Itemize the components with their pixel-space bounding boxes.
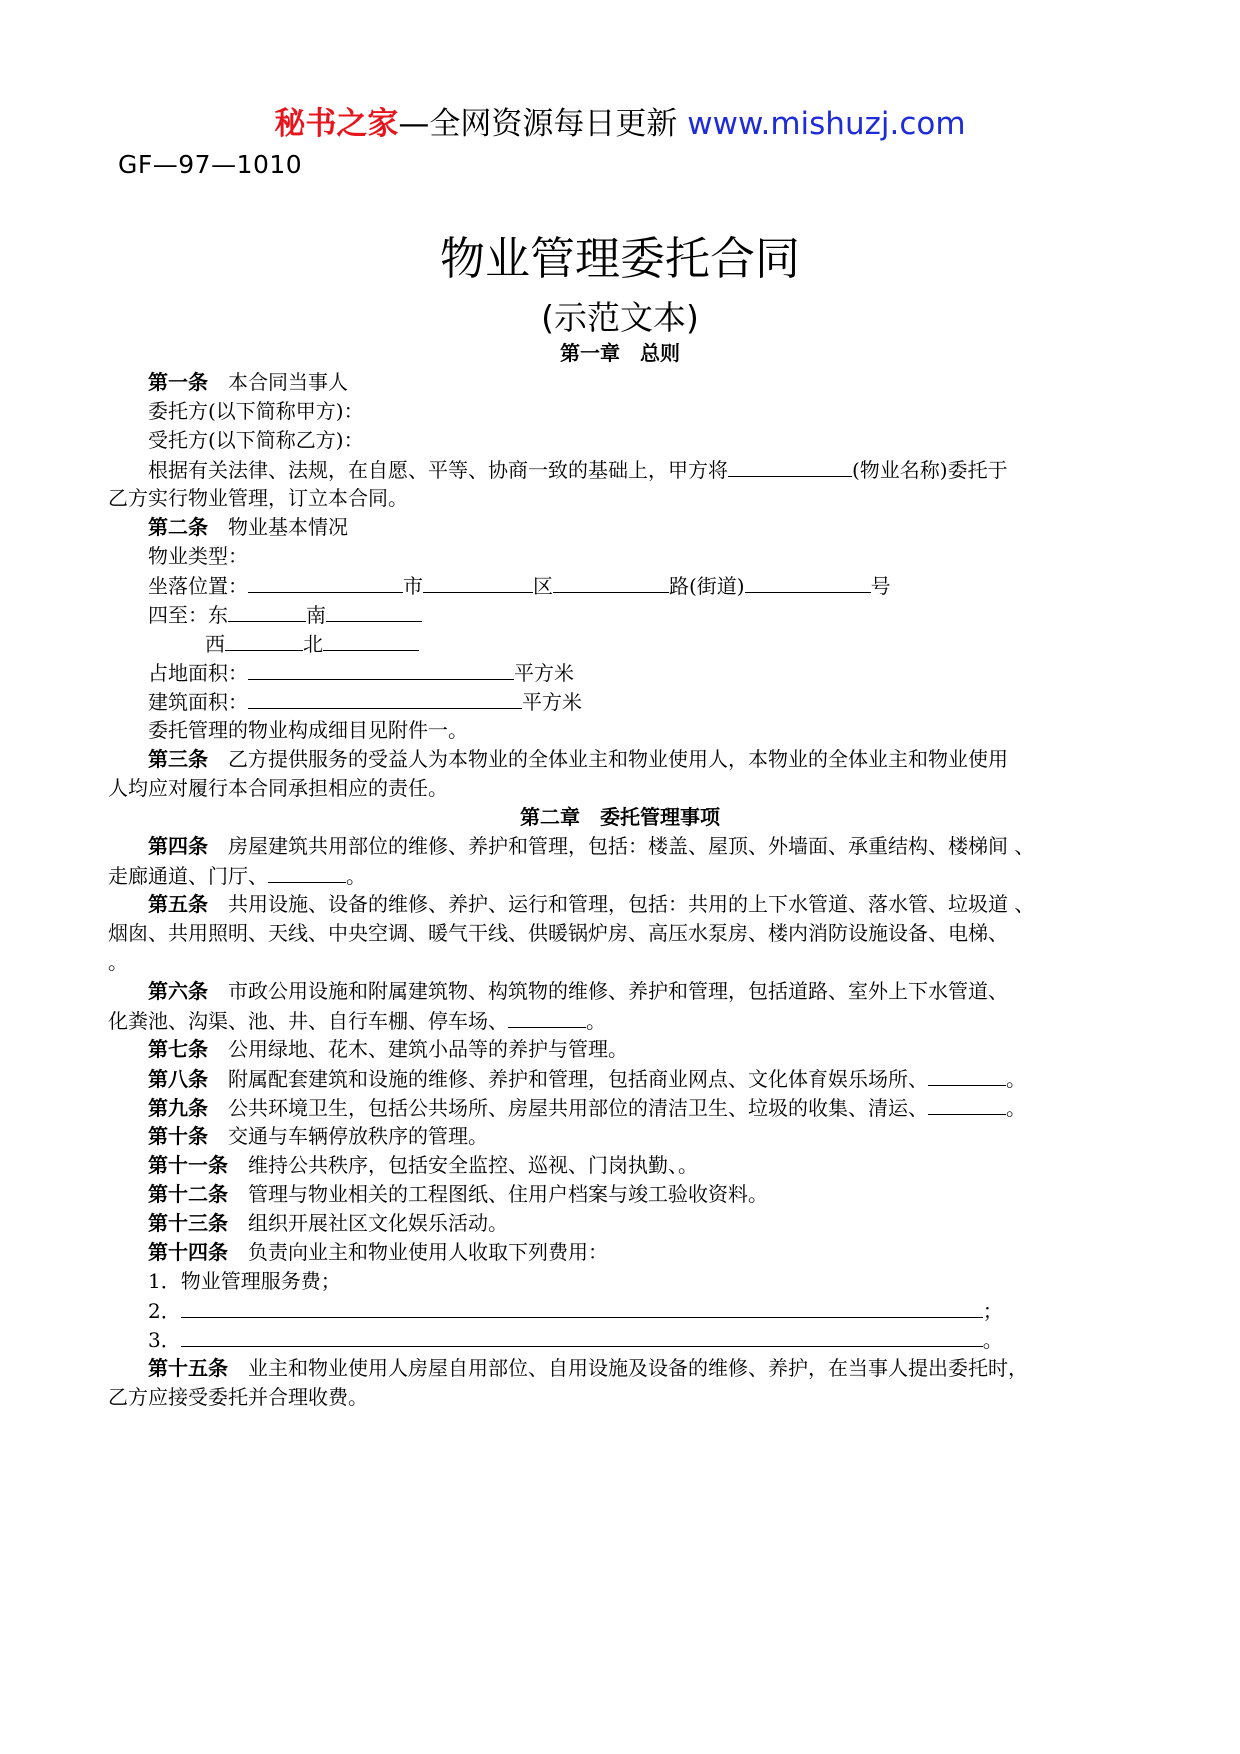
article-6 [148, 978, 1008, 1004]
article-text-end: 。 [586, 1009, 606, 1033]
article-8-blank[interactable] [928, 1065, 1006, 1086]
north-blank[interactable] [323, 630, 419, 651]
build-area-line [148, 688, 582, 715]
article-text: 维持公共秩序，包括安全监控、巡视、门岗执勤、。 [228, 1153, 698, 1177]
chapter-heading: 第二章 委托管理事项 [520, 805, 720, 829]
party-b-line: 受托方(以下简称乙方)： [148, 428, 364, 452]
site-url-link[interactable]: www.mishuzj.com [677, 106, 966, 142]
article-label: 第四条 [148, 834, 208, 858]
article-9 [148, 1094, 1026, 1121]
article-6-cont [108, 1007, 606, 1034]
article-text: 走廊通道、门厅、 [108, 864, 268, 888]
article-label: 第十条 [148, 1124, 208, 1148]
city-label: 市 [403, 574, 423, 598]
fee-item-3 [148, 1326, 1003, 1353]
article-9-blank[interactable] [928, 1094, 1006, 1115]
party-a-line: 委托方(以下简称甲方)： [148, 399, 364, 423]
article-4-cont [108, 862, 366, 889]
north-label: 北 [303, 632, 323, 656]
article-text: 负责向业主和物业使用人收取下列费用： [228, 1240, 608, 1264]
article-text: 化粪池、沟渠、池、井、自行车棚、停车场、 [108, 1009, 508, 1033]
doc-subtitle: (示范文本) [541, 298, 699, 337]
article-label: 第八条 [148, 1067, 208, 1091]
site-brand: 秘书之家 [274, 106, 399, 142]
article-label: 第二条 [148, 515, 208, 539]
basis-text-end: (物业名称)委托于 [852, 458, 1008, 482]
city-blank[interactable] [248, 572, 403, 593]
article-text-end: 。 [1006, 1096, 1026, 1120]
build-area-blank[interactable] [248, 688, 522, 709]
west-blank[interactable] [225, 630, 303, 651]
land-area-line [148, 659, 574, 686]
property-name-blank[interactable] [728, 456, 852, 477]
land-area-unit: 平方米 [514, 661, 574, 685]
article-text: 乙方提供服务的受益人为本物业的全体业主和物业使用人，本物业的全体业主和物业使用 [208, 747, 1008, 771]
article-8 [148, 1065, 1026, 1092]
road-label: 路(街道) [669, 574, 745, 598]
article-5 [148, 891, 1034, 917]
fee-end: ； [982, 1299, 1003, 1323]
article-text: 组织开展社区文化娱乐活动。 [228, 1211, 508, 1235]
number-label: 号 [870, 574, 891, 598]
article-13 [148, 1210, 508, 1236]
doc-code: GF—97—1010 [118, 150, 303, 179]
article-text: 管理与物业相关的工程图纸、住用户档案与竣工验收资料。 [228, 1182, 768, 1206]
fee-end: 。 [982, 1328, 1003, 1352]
article-text: 物业基本情况 [208, 515, 348, 539]
article-text: 公用绿地、花木、建筑小品等的养护与管理。 [208, 1037, 628, 1061]
article-4 [148, 833, 1034, 859]
article-label: 第十四条 [148, 1240, 228, 1264]
article-15-cont: 乙方应接受委托并合理收费。 [108, 1385, 368, 1409]
fee-item-1: 1．物业管理服务费； [148, 1269, 341, 1293]
article-label: 第九条 [148, 1096, 208, 1120]
location-line [148, 572, 891, 599]
article-10 [148, 1123, 488, 1149]
basis-cont: 乙方实行物业管理，订立本合同。 [108, 486, 408, 510]
article-2 [148, 514, 348, 540]
article-text: 交通与车辆停放秩序的管理。 [208, 1124, 488, 1148]
article-3 [148, 746, 1008, 772]
article-label: 第十二条 [148, 1182, 228, 1206]
article-text: 房屋建筑共用部位的维修、养护和管理，包括：楼盖、屋顶、外墙面、承重结构、楼梯间 、 [208, 834, 1035, 858]
fee-number: 3． [148, 1328, 181, 1352]
article-text: 本合同当事人 [208, 370, 348, 394]
location-label: 坐落位置： [148, 574, 248, 598]
article-label: 第三条 [148, 747, 208, 771]
article-text-end: 。 [1006, 1067, 1026, 1091]
article-text: 市政公用设施和附属建筑物、构筑物的维修、养护和管理，包括道路、室外上下水管道、 [208, 979, 1008, 1003]
site-slogan: —全网资源每日更新 [398, 106, 678, 142]
attachment-note: 委托管理的物业构成细目见附件一。 [148, 718, 468, 742]
road-blank[interactable] [553, 572, 669, 593]
article-4-blank[interactable] [268, 862, 346, 883]
west-label: 西 [205, 632, 225, 656]
article-text: 公共环境卫生，包括公共场所、房屋共用部位的清洁卫生、垃圾的收集、清运、 [208, 1096, 928, 1120]
article-label: 第六条 [148, 979, 208, 1003]
basis-text: 根据有关法律、法规，在自愿、平等、协商一致的基础上，甲方将 [148, 458, 728, 482]
article-11 [148, 1152, 698, 1178]
doc-title: 物业管理委托合同 [439, 232, 800, 285]
fee-number: 2． [148, 1299, 181, 1323]
build-area-unit: 平方米 [522, 690, 582, 714]
chapter-heading: 第一章 总则 [560, 341, 680, 365]
article-text: 业主和物业使用人房屋自用部位、自用设施及设备的维修、养护，在当事人提出委托时， [228, 1356, 1028, 1380]
land-area-blank[interactable] [248, 659, 514, 680]
fee-item-2 [148, 1297, 1003, 1324]
property-type-line: 物业类型： [148, 544, 248, 568]
article-text: 附属配套建筑和设施的维修、养护和管理，包括商业网点、文化体育娱乐场所、 [208, 1067, 928, 1091]
article-label: 第十五条 [148, 1356, 228, 1380]
article-5-cont: 烟囱、共用照明、天线、中央空调、暖气干线、供暖锅炉房、高压水泵房、楼内消防设施设备、电梯、 [108, 921, 1008, 945]
south-blank[interactable] [326, 601, 422, 622]
bounds-line-1 [148, 601, 422, 628]
article-15 [148, 1355, 1028, 1381]
number-blank[interactable] [745, 572, 871, 593]
article-6-blank[interactable] [508, 1007, 586, 1028]
fee-2-blank[interactable] [181, 1297, 983, 1318]
article-label: 第一条 [148, 370, 208, 394]
land-area-label: 占地面积： [148, 661, 248, 685]
article-text-end: 。 [346, 864, 366, 888]
article-5-cont2: 。 [108, 950, 128, 974]
site-header [0, 98, 1240, 143]
east-blank[interactable] [228, 601, 306, 622]
article-1 [148, 369, 348, 395]
bounds-line-2 [205, 630, 419, 657]
article-label: 第十三条 [148, 1211, 228, 1235]
article-text: 共用设施、设备的维修、养护、运行和管理，包括：共用的上下水管道、落水管、垃圾道 、 [208, 892, 1035, 916]
basis-line [148, 456, 1008, 483]
article-3-cont: 人均应对履行本合同承担相应的责任。 [108, 776, 448, 800]
district-blank[interactable] [423, 572, 533, 593]
district-label: 区 [533, 574, 553, 598]
article-12 [148, 1181, 768, 1207]
article-7 [148, 1036, 628, 1062]
south-label: 南 [306, 603, 326, 627]
article-14 [148, 1239, 608, 1265]
build-area-label: 建筑面积： [148, 690, 248, 714]
article-label: 第七条 [148, 1037, 208, 1061]
bounds-east-label: 四至：东 [148, 603, 228, 627]
fee-3-blank[interactable] [181, 1326, 983, 1347]
article-label: 第五条 [148, 892, 208, 916]
article-label: 第十一条 [148, 1153, 228, 1177]
